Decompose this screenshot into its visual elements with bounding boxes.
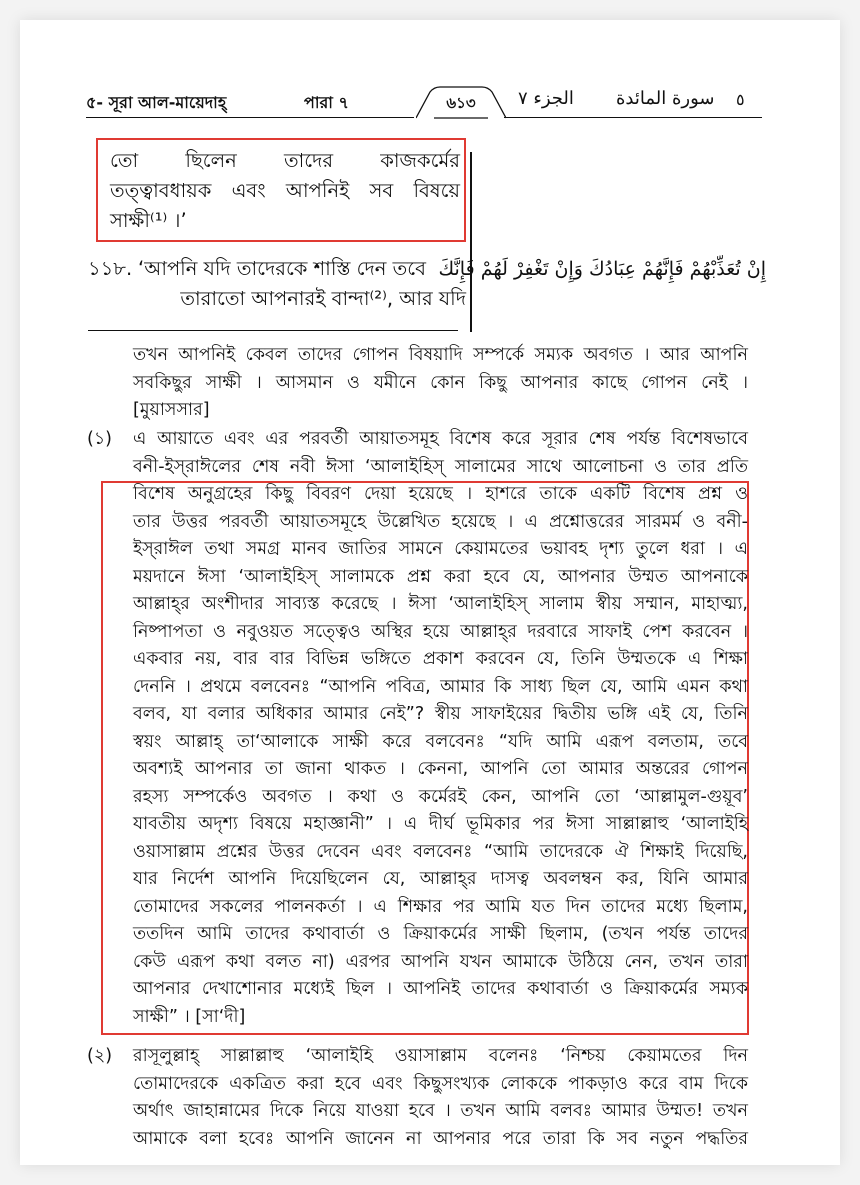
footnote-line: ওয়াসাল্লাম প্রশ্নের উত্তর দেবেন এবং বলবেনঃ “আমি তাদেরকে ঐ শিক্ষাই দিয়েছি, xyxy=(133,841,748,862)
footnote-body xyxy=(133,426,748,1031)
footnote-line: আমাকে বলা হবেঃ আপনি জানেন না আপনার পরে তারা কি সব নতুন পদ্ধতির xyxy=(133,1128,748,1149)
header-rule-right xyxy=(504,117,762,118)
juz-label-arabic: الجزء ٧ xyxy=(518,88,574,109)
para-label: পারা ৭ xyxy=(304,93,349,112)
footnote-line: অবশ্যই আপনার তা জানা থাকত । কেননা, আপনি তো আমার অন্তরের গোপন xyxy=(133,759,748,779)
footnote-line: তোমাদের সকলের পালনকর্তা । এ শিক্ষার পর আমি যত দিন তাদের মধ্যে ছিলাম, xyxy=(133,896,748,917)
footnote-body xyxy=(133,1043,748,1153)
footnote-line: ময়দানে ঈসা ‘আলাইহিস্‌ সালামকে প্রশ্ন করা হবে যে, আপনার উম্মত আপনাকে xyxy=(133,566,748,587)
page-number: ৬১৩ xyxy=(446,94,476,112)
page-number-tab xyxy=(416,86,506,118)
commentary-line: [মুয়াসসার] xyxy=(133,400,210,420)
verse-line: সাক্ষী⁽¹⁾ ।’ xyxy=(110,209,187,232)
arabic-verse: إِنْ تُعَذِّبْهُمْ فَإِنَّهُمْ عِبَادُكَ وَإِنْ تَغْفِرْ لَهُمْ فَإِنَّكَ xyxy=(438,258,766,280)
verse-line: তত্ত্বাবধায়ক এবং আপনিই সব বিষয়ে xyxy=(110,179,460,202)
commentary-line: তখন আপনিই কেবল তাদের গোপন বিষয়াদি সম্পর্কে সম্যক অবগত । আর আপনি xyxy=(133,345,748,365)
footnote-number: (১) xyxy=(87,429,113,449)
footnote-number: (২) xyxy=(87,1046,113,1066)
footnote-line: কেউ এরূপ কথা বলত না) এরপর আপনি যখন আমাকে উঠিয়ে নেন, তখন তারা xyxy=(133,951,748,972)
verse-line: তারাতো আপনারই বান্দা⁽²⁾, আর যদি xyxy=(180,287,466,310)
column-divider xyxy=(470,152,472,332)
footnote-line: সাক্ষী” । [সা‘দী] xyxy=(133,1006,246,1027)
footnote-line: তার উত্তর পরবর্তী আয়াতসমূহে উল্লেখিত হয়েছে । এ প্রশ্নোত্তরের সারমর্ম ও বনী- xyxy=(133,511,748,532)
footnote-line: অর্থাৎ জাহান্নামের দিকে নিয়ে যাওয়া হবে । তখন আমি বলবঃ আমার উম্মত! তখন xyxy=(133,1101,748,1121)
verse-line: ‘আপনি যদি তাদেরকে শাস্তি দেন তবে xyxy=(138,257,426,280)
footnote-line: তোমাদেরকে একত্রিত করা হবে এবং কিছুসংখ্যক লোককে পাকড়াও করে বাম দিকে xyxy=(133,1073,748,1094)
commentary-line: সবকিছুর সাক্ষী । আসমান ও যমীনে কোন কিছু আপনার কাছে গোপন নেই । xyxy=(133,372,748,393)
footnote-line: ইস্‌রাঈল তথা সমগ্র মানব জাতির সামনে কেয়ামতের ভয়াবহ দৃশ্য তুলে ধরা । এ xyxy=(133,539,748,559)
footnote-line: দেননি । প্রথমে বলবেনঃ “আপনি পবিত্র, আমার কি সাধ্য ছিল যে, আমি এমন কথা xyxy=(133,676,748,697)
surah-title-bengali: ৫- সূরা আল-মায়েদাহ্ xyxy=(86,93,227,112)
verse-number: ১১৮. xyxy=(88,257,133,280)
footnote-line: আপনার দেখাশোনার মধ্যেই ছিল । আপনিই তাদের কথাবার্তা ও ক্রিয়াকর্মের সম্যক xyxy=(133,979,748,999)
footnote-line: যার নির্দেশ আপনি দিয়েছিলেন যে, আল্লাহ্‌র দাসত্ব অবলম্বন কর, যিনি আমার xyxy=(133,869,748,889)
footnote-line: একবার নয়, বার বার বিভিন্ন ভঙ্গিতে প্রকাশ করবেন যে, তিনি উম্মতকে এ শিক্ষা xyxy=(133,649,748,669)
footnote-line: এ আয়াতে এবং এর পরবর্তী আয়াতসমূহ বিশেষ করে সূরার শেষ পর্যন্ত বিশেষভাবে xyxy=(133,429,748,449)
header-rule-left xyxy=(86,117,414,118)
footnote-line: রহস্য সম্পর্কেও অবগত । কথা ও কর্মেরই কেন, আপনি তো ‘আল্লামুল-গুয়ূব’ xyxy=(133,786,748,807)
page-header xyxy=(86,86,762,118)
footnote-line: বলব, যা বলার অধিকার আমার নেই”? স্বীয় সাফাইয়ের দ্বিতীয় ভঙ্গি এই যে, তিনি xyxy=(133,704,748,724)
footnote-line: রাসূলুল্লাহ্‌ সাল্লাল্লাহু ‘আলাইহি ওয়াসাল্লাম বলেনঃ ‘নিশ্চয় কেয়ামতের দিন xyxy=(133,1046,748,1066)
footnote-line: নিষ্পাপতা ও নবুওয়ত সত্ত্বেও অস্থির হয়ে আল্লাহ্‌র দরবারে সাফাই পেশ করবেন । xyxy=(133,621,748,642)
verse-line: তো ছিলেন তাদের কাজকর্মের xyxy=(110,149,460,172)
footnote-line: আল্লাহ্‌র অংশীদার সাব্যস্ত করেছে । ঈসা ‘আলাইহিস্‌ সালাম স্বীয় সম্মান, মাহাত্ম্য, xyxy=(133,594,748,614)
surah-number-arabic: ٥ xyxy=(736,90,745,109)
footnote-line: স্বয়ং আল্লাহ্‌ তা‘আলাকে সাক্ষী করে বলবেনঃ “যদি আমি এরূপ বলতাম, তবে xyxy=(133,731,748,752)
footnote-separator xyxy=(88,330,458,331)
commentary-intro xyxy=(133,342,748,425)
verse-continuation xyxy=(110,146,460,236)
footnote-line: বনী-ইস্‌রাঈলের শেষ নবী ঈসা ‘আলাইহিস্‌ সালামের সাথে আলোচনা ও তার প্রতি xyxy=(133,456,748,477)
footnote-line: যাবতীয় অদৃশ্য বিষয়ে মহাজ্ঞানী” । এ দীর্ঘ ভূমিকার পর ঈসা সাল্লাল্লাহু ‘আলাইহি xyxy=(133,814,748,834)
footnote-line: বিশেষ অনুগ্রহের কিছু বিবরণ দেয়া হয়েছে । হাশরে তাকে একটি বিশেষ প্রশ্ন ও xyxy=(133,484,748,504)
footnote-line: ততদিন আমি তাদের কথাবার্তা ও ক্রিয়াকর্মের সাক্ষী ছিলাম, (তখন পর্যন্ত তাদের xyxy=(133,924,748,944)
surah-title-arabic: سورة المائدة xyxy=(616,88,715,109)
